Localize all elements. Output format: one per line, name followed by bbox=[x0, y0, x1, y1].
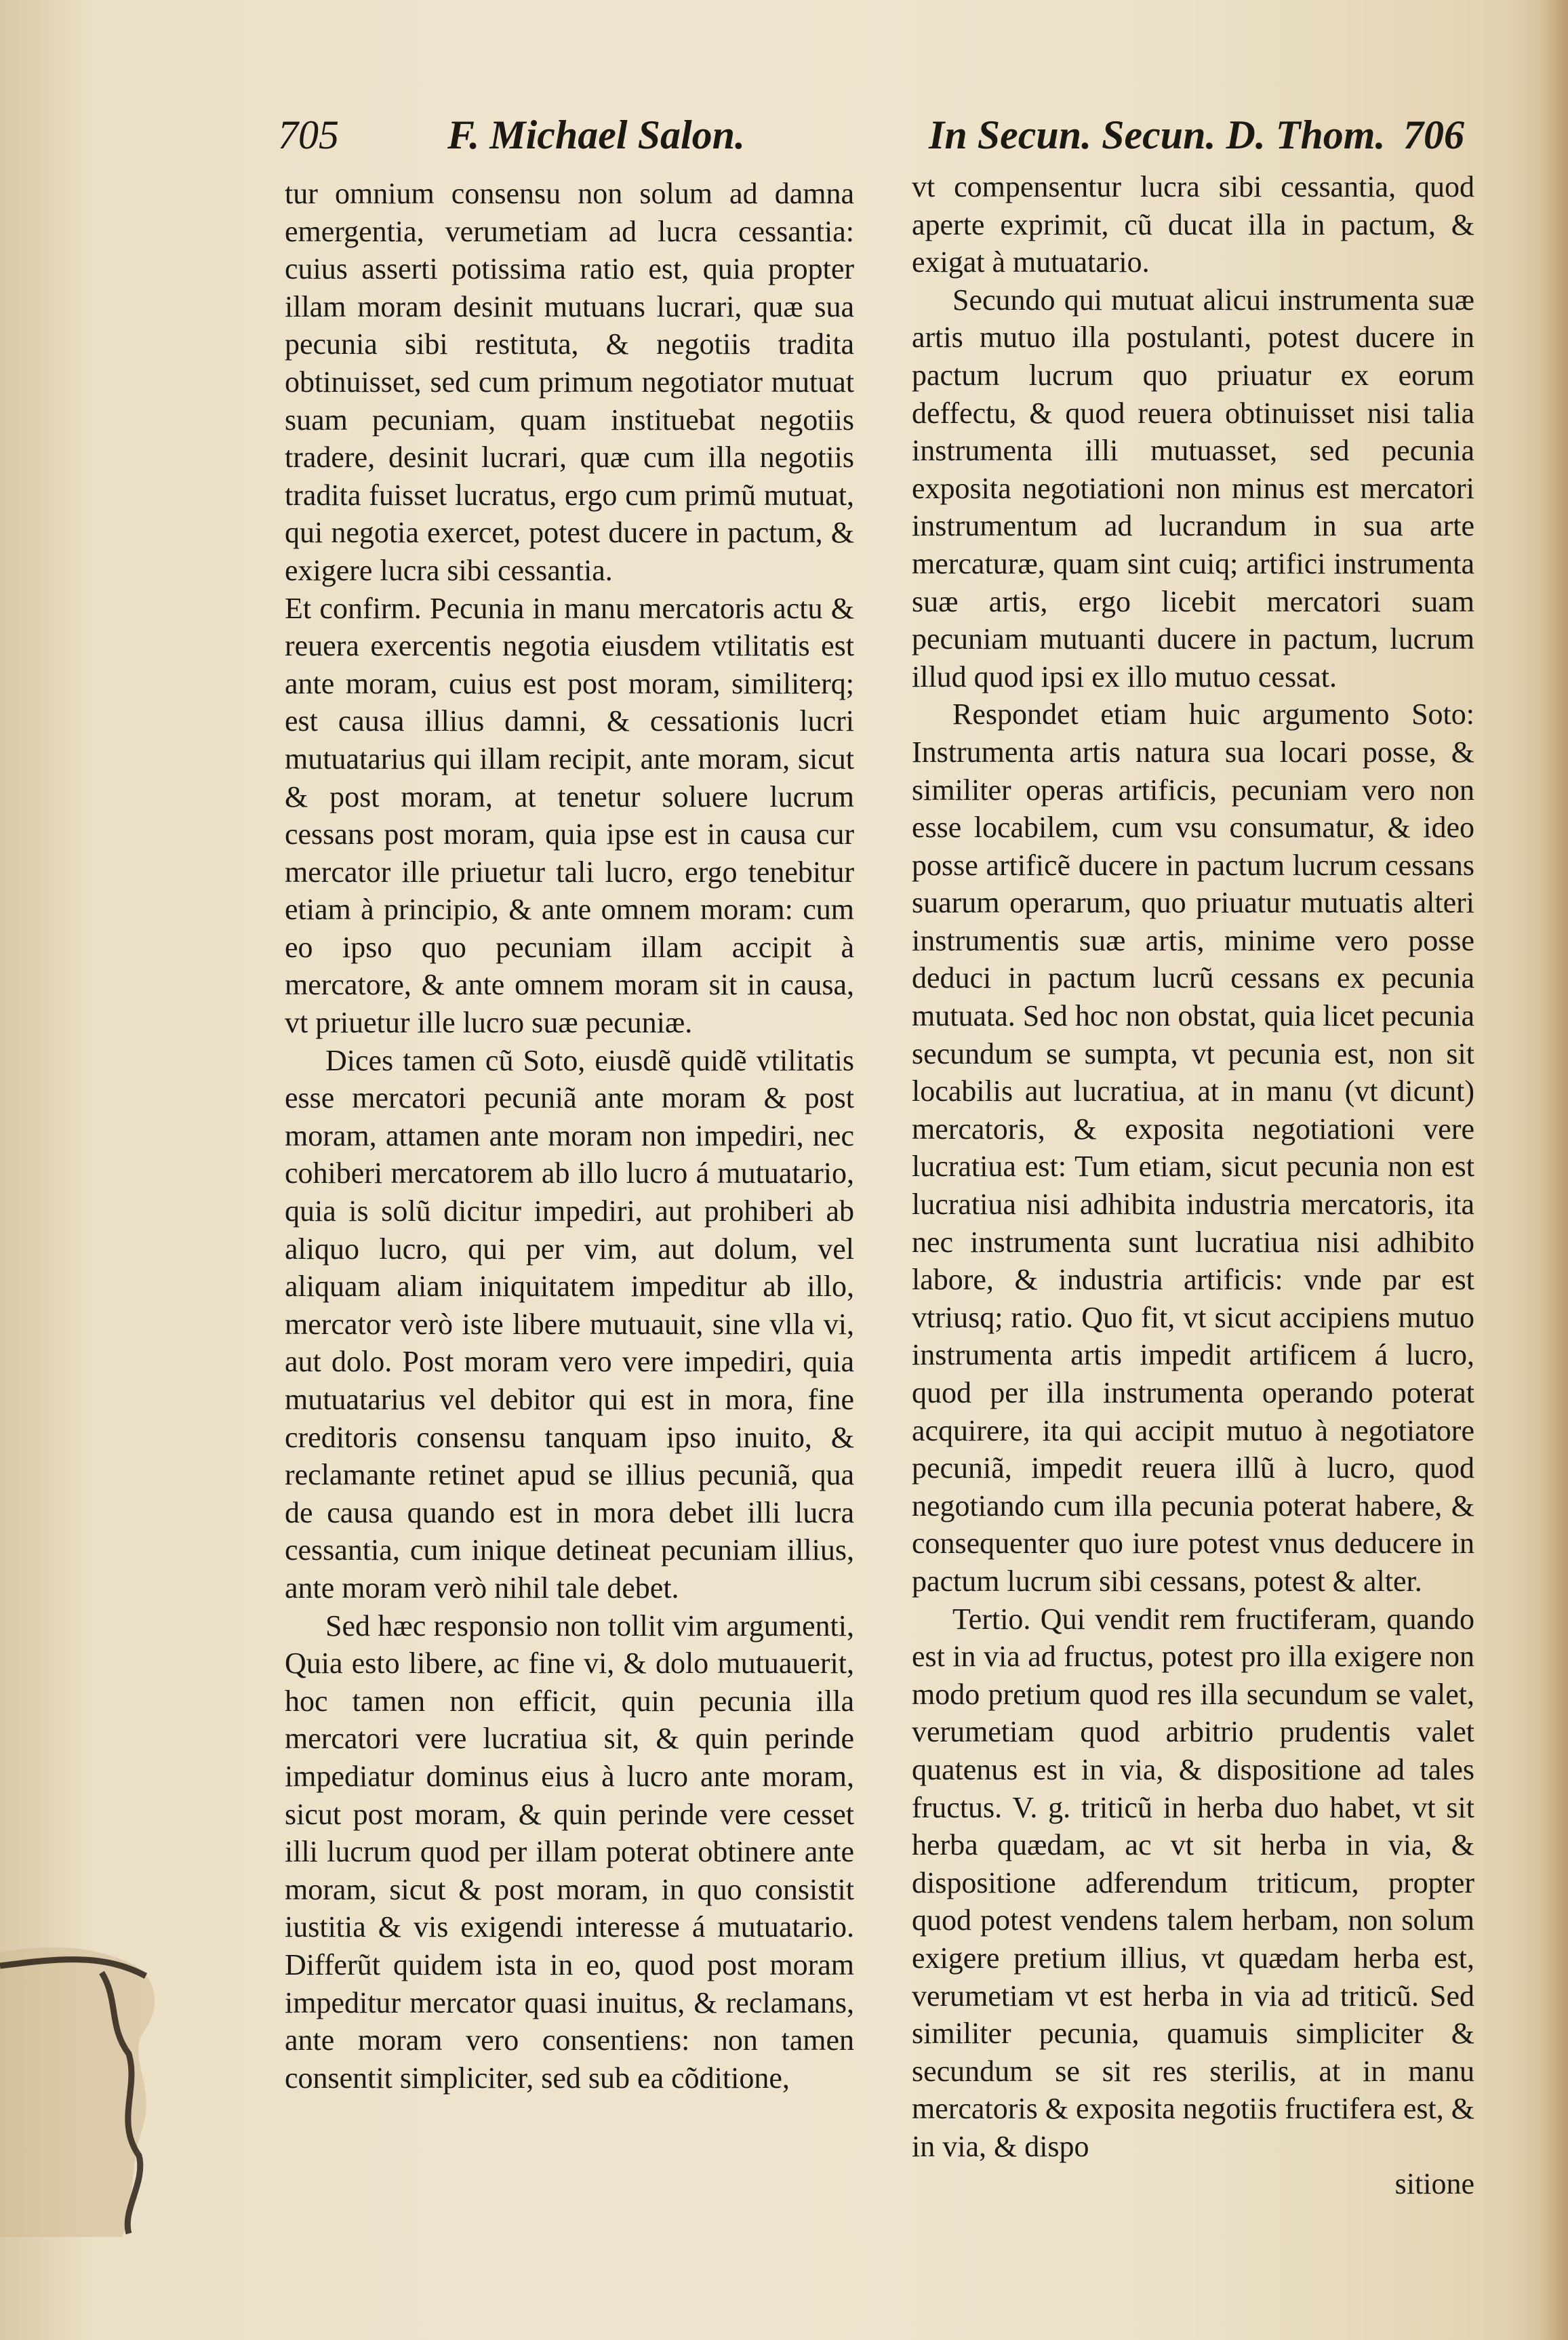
left-page-number: 705 bbox=[278, 113, 339, 157]
left-running-head: F. Michael Salon. bbox=[447, 113, 746, 157]
paragraph: Et confirm. Pecunia in manu mercatoris actu & reuera exercentis negotia eiusdem vtilitatis est ante moram, cuius est post moram, similiterq; est causa illius damni, & cessationis lucri mutuatarius qui illam recipit, ante moram, sicut & post moram, at tenetur soluere lucrum cessans post moram, quia ipse est in causa cur mercator ille priuetur tali lucro, ergo tenebitur etiam à principio, & ante omnem moram: cum eo ipso quo pecuniam illam accipit à mercatore, & ante omnem moram sit in causa, vt priuetur ille lucro suæ pecuniæ. bbox=[285, 591, 854, 1040]
paragraph: Tertio. Qui vendit rem fructiferam, quando est in via ad fructus, potest pro illa exigere non modo pretium quod res illa secundum se valet, verumetiam quod arbitrio prudentis valet quatenus est in via, & dispositione ad tales fructus. V. g. triticũ in herba duo habet, vt sit herba quædam, ac vt sit herba in via, & dispositione adferendum triticum, propter quod potest vendens talem herbam, non solum exigere pretium illius, vt quædam herba est, verumetiam vt est herba in via ad triticũ. Sed similiter pecunia, quamuis simpliciter & secundum se sit res sterilis, at in manu mercatoris & exposita negotiis fructifera est, & in via, & dispo bbox=[912, 1602, 1474, 2163]
paragraph: Respondet etiam huic argumento Soto: Instrumenta artis natura sua locari posse, & similiter operas artificis, pecuniam vero non esse locabilem, cum vsu consumatur, & ideo posse artificẽ ducere in pactum lucrum cessans suarum operarum, quo priuatur mutuatis alteri instrumentis suæ artis, minime vero posse deduci in pactum lucrũ cessans ex pecunia mutuata. Sed hoc non obstat, quia licet pecunia secundum se sumpta, vt pecunia est, non sit locabilis aut lucratiua, at in manu (vt dicunt) mercatoris, & exposita negotiationi vere lucratiua est: Tum etiam, sicut pecunia non est lucratiua nisi adhibita industria mercatoris, ita nec instrumenta sunt lucratiua nisi adhibito labore, & industria artificis: vnde par est vtriusq; ratio. Quo fit, vt sicut accipiens mutuo instrumenta artis impedit artificem á lucro, quod per illa instrumenta operando poterat acquirere, ita qui accipit mutuo à negotiatore pecuniã, impedit reuera illũ à lucro, quod negotiando cum illa pecunia poterat habere, & consequenter quo iure potest vnus deducere in pactum lucrum sibi cessans, potest & alter. bbox=[912, 698, 1474, 1598]
page-edge-shadow bbox=[1541, 0, 1568, 2340]
catchword: sitione bbox=[1394, 2167, 1474, 2201]
right-page-number: 706 bbox=[1403, 113, 1464, 157]
left-text-column bbox=[285, 175, 854, 2097]
running-header bbox=[0, 112, 1568, 173]
paragraph: Sed hæc responsio non tollit vim argumenti, Quia esto libere, ac fine vi, & dolo mutuauerit, hoc tamen non efficit, quin pecunia illa mercatori vere lucratiua sit, & quin perinde impediatur dominus eius à lucro ante moram, sicut post moram, & quin perinde vere cesset illi lucrum quod per illam poterat obtinere ante moram, sicut & post moram, in quo consistit iustitia & vis exigendi interesse á mutuatario. Differũt quidem ista in eo, quod post moram impeditur mercator quasi inuitus, & reclamans, ante moram vero consentiens: non tamen consentit simpliciter, sed sub ea cõditione, bbox=[285, 1609, 854, 2095]
paragraph: tur omnium consensu non solum ad damna emergentia, verumetiam ad lucra cessantia: cuius asserti potissima ratio est, quia propter illam moram desinit mutuans lucrari, quæ sua pecunia sibi restituta, & negotiis tradita obtinuisset, sed cum primum negotiator mutuat suam pecuniam, quam instituebat negotiis tradere, desinit lucrari, quæ cum illa negotiis tradita fuisset lucratus, ergo cum primũ mutuat, qui negotia exercet, potest ducere in pactum, & exigere lucra sibi cessantia. bbox=[285, 177, 854, 587]
paragraph: vt compensentur lucra sibi cessantia, quod aperte exprimit, cũ ducat illa in pactum, & exigat à mutuatario. bbox=[912, 170, 1474, 279]
paragraph: Dices tamen cũ Soto, eiusdẽ quidẽ vtilitatis esse mercatori pecuniã ante moram & post moram, attamen ante moram non impediri, nec cohiberi mercatorem ab illo lucro á mutuatario, quia is solũ dicitur impediri, aut prohiberi ab aliquo lucro, qui per vim, aut dolum, vel aliquam aliam iniquitatem impeditur ab illo, mercator verò iste libere mutuauit, sine vlla vi, aut dolo. Post moram vero vere impediri, quia mutuatarius vel debitor qui est in mora, fine creditoris consensu tanquam ipso inuito, & reclamante retinet apud se illius pecuniã, qua de causa quando est in mora debet illi lucra cessantia, cum inique detineat pecuniam illius, ante moram verò nihil tale debet. bbox=[285, 1043, 854, 1605]
right-text-column bbox=[912, 168, 1474, 2203]
right-running-head: In Secun. Secun. D. Thom. bbox=[929, 113, 1386, 157]
paper-tear-stain bbox=[0, 1925, 176, 2237]
paragraph: Secundo qui mutuat alicui instrumenta suæ artis mutuo illa postulanti, potest ducere in pactum lucrum quo priuatur ex eorum deffectu, & quod reuera obtinuisset nisi talia instrumenta illi mutuasset, sed pecunia exposita negotiationi non minus est mercatori instrumentum ad lucrandum in sua arte mercaturæ, quam sint cuiq; artifici instrumenta suæ artis, ergo licebit mercatori suam pecuniam mutuanti ducere in pactum, lucrum illud quod ipsi ex illo mutuo cessat. bbox=[912, 283, 1474, 693]
